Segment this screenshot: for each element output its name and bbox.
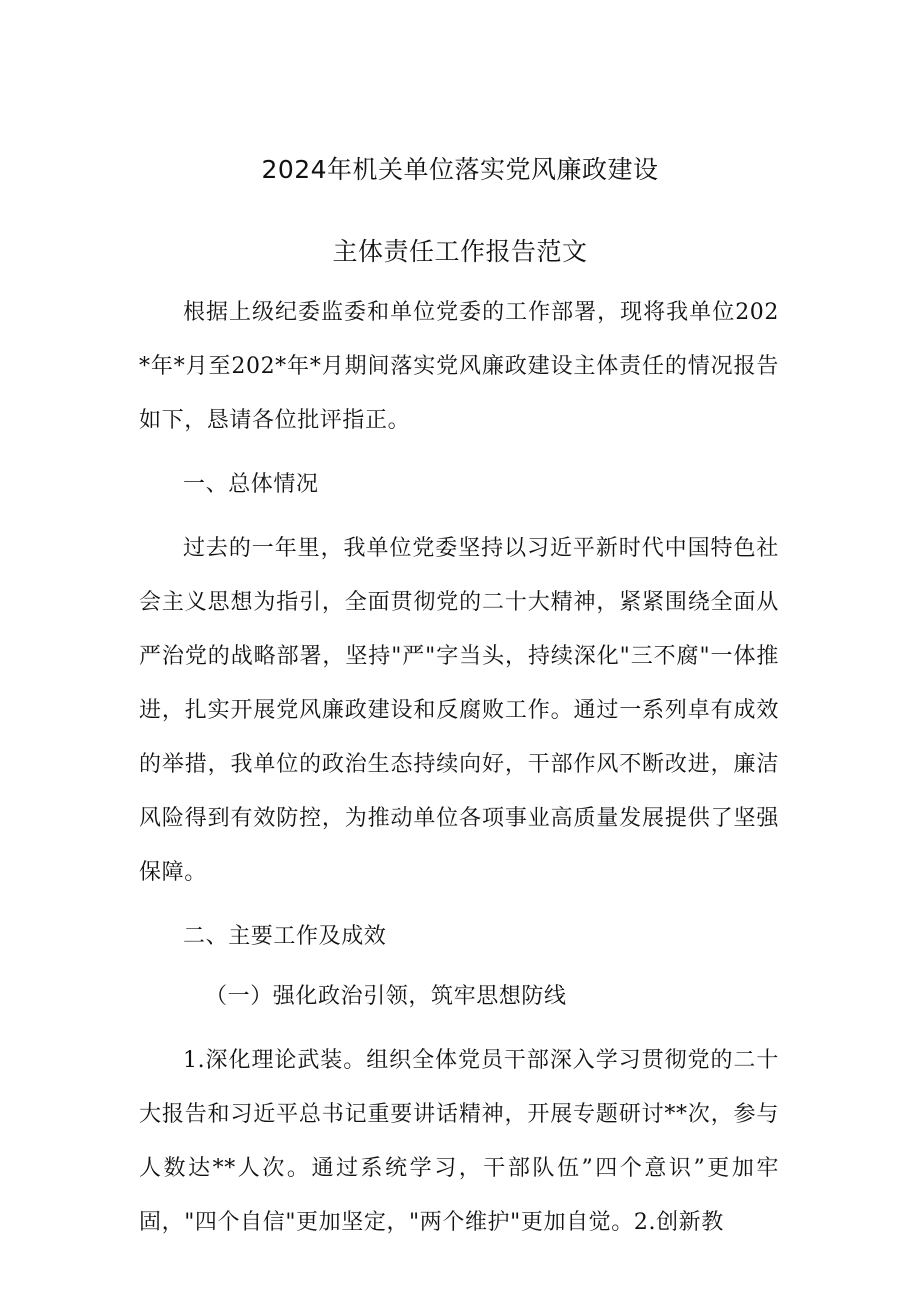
subsection-1-paragraph: 1.深化理论武装。组织全体党员干部深入学习贯彻党的二十大报告和习近平总书记重要讲话精神，开展专题研讨**次，参与人数达**人次。通过系统学习，干部队伍”四个意识”更加牢固，"四个自信"更加坚定，"两个维护"更加自觉。2.创新教: [139, 1048, 779, 1235]
document-title-line-1: 2024年机关单位落实党风廉政建设: [261, 155, 659, 184]
document-title-line-2: 主体责任工作报告范文: [332, 237, 588, 266]
subsection-1-heading: （一）强化政治引领，筑牢思想防线: [205, 984, 567, 1009]
section-1-paragraph: 过去的一年里，我单位党委坚持以习近平新时代中国特色社会主义思想为指引，全面贯彻党的二十大精神，紧紧围绕全面从严治党的战略部署，坚持"严"字当头，持续深化"三不腐"一体推进，扎实开展党风廉政建设和反腐败工作。通过一系列卓有成效的举措，我单位的政治生态持续向好，干部作风不断改进，廉洁风险得到有效防控，为推动单位各项事业高质量发展提供了坚强保障。: [139, 536, 779, 885]
section-2-heading: 二、主要工作及成效: [183, 924, 387, 949]
intro-paragraph: 根据上级纪委监委和单位党委的工作部署，现将我单位202*年*月至202*年*月期间落实党风廉政建设主体责任的情况报告如下，恳请各位批评指正。: [139, 300, 779, 433]
document-body: [139, 286, 779, 1250]
section-1-heading: 一、总体情况: [183, 472, 319, 497]
